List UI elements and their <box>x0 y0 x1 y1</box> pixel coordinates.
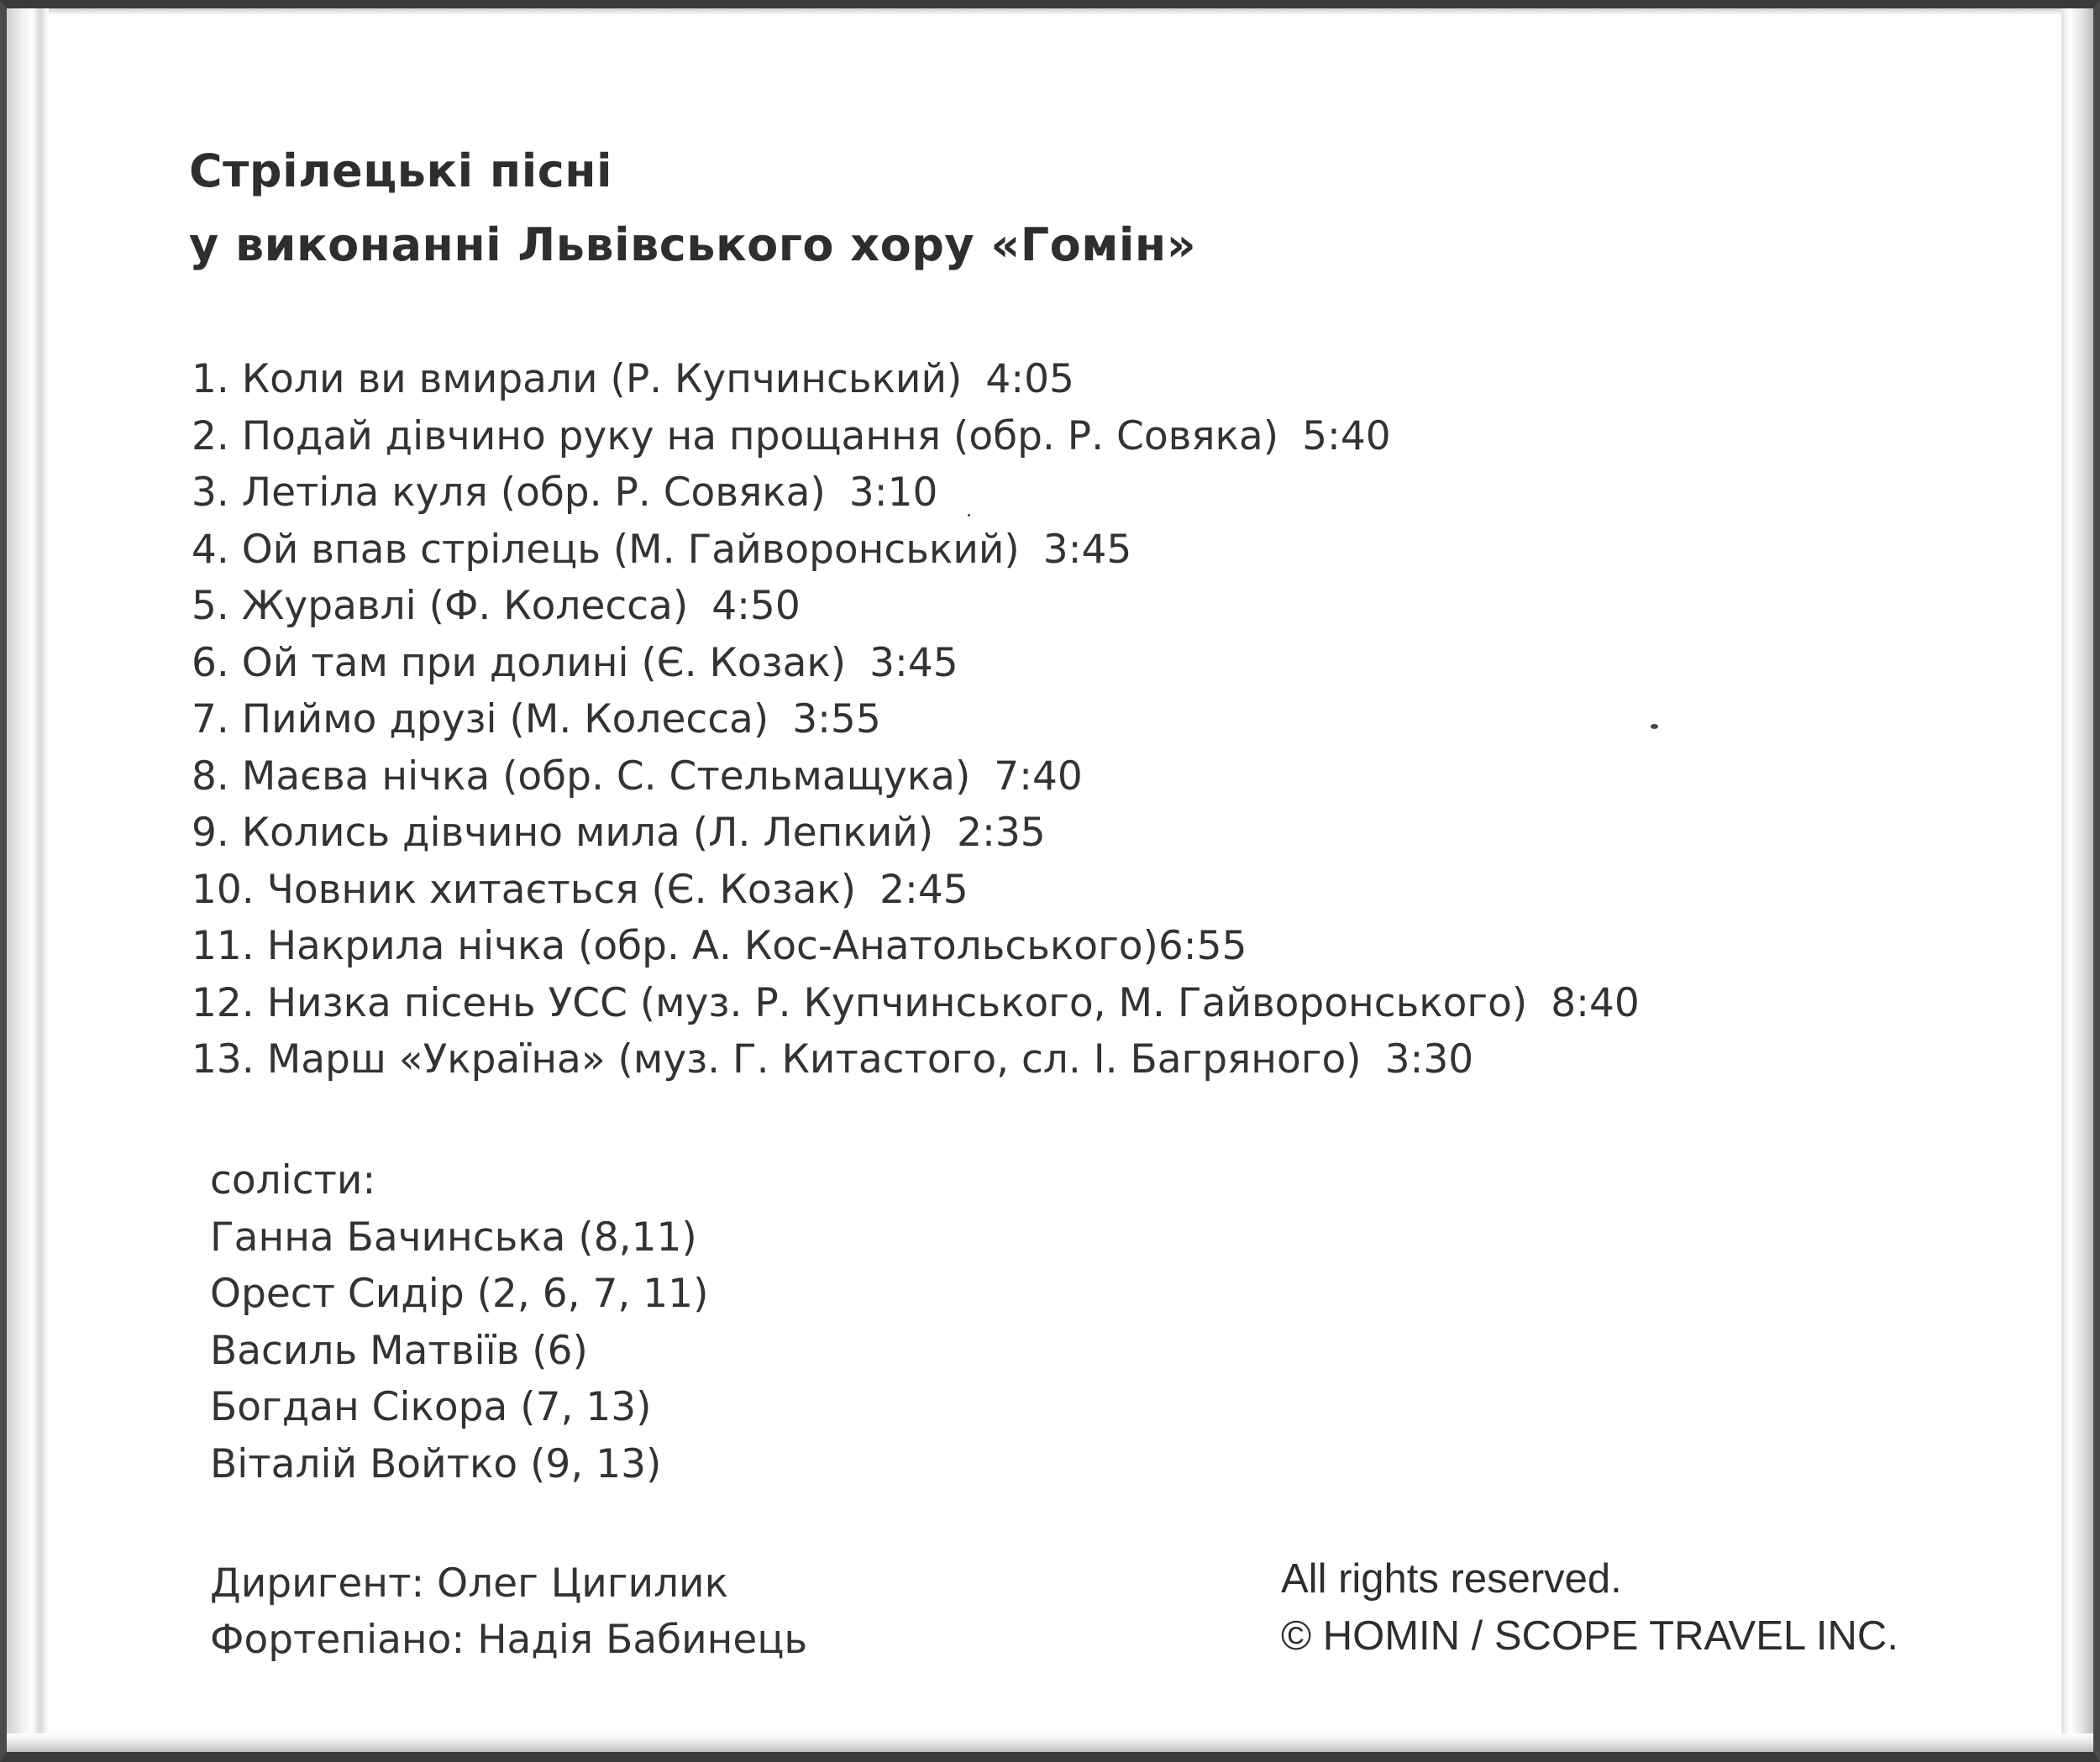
track-number: 10. <box>192 866 255 913</box>
track-time: 2:35 <box>957 810 1046 856</box>
track-number: 11. <box>192 923 255 969</box>
dust-speck <box>968 514 970 517</box>
track-number: 5. <box>192 583 229 629</box>
track-number: 6. <box>192 639 229 686</box>
track-name: Низка пісень УСС (муз. Р. Купчинського, М. Гайворонського) <box>266 979 1528 1026</box>
track-name: Марш «Україна» (муз. Г. Китастого, сл. І. Багряного) <box>266 1036 1362 1083</box>
track-item <box>192 464 1640 522</box>
track-list <box>192 351 1640 1088</box>
track-item <box>192 351 1640 408</box>
case-edge-bottom <box>7 1733 2093 1752</box>
conductor-credit: Диригент: Олег Цигилик <box>210 1560 728 1607</box>
track-name: Коли ви вмирали (Р. Купчинський) <box>241 356 963 402</box>
track-item <box>192 578 1640 635</box>
track-number: 2. <box>192 412 229 459</box>
track-name: Ой впав стрілець (М. Гайворонський) <box>241 526 1020 573</box>
track-time: 5:40 <box>1302 412 1391 459</box>
track-item <box>192 918 1640 975</box>
track-item <box>192 805 1640 862</box>
track-item <box>192 691 1640 748</box>
album-title-line-2: у виконанні Львівського хору «Гомін» <box>189 218 1197 271</box>
soloist-item: Орест Сидір (2, 6, 7, 11) <box>210 1271 709 1317</box>
credits-section <box>210 1555 807 1668</box>
track-item <box>192 635 1640 692</box>
track-item <box>192 1031 1640 1088</box>
case-edge-right <box>2061 8 2093 1752</box>
track-time: 2:45 <box>879 866 969 913</box>
track-time: 4:05 <box>985 356 1074 402</box>
track-name: Човник хитається (Є. Козак) <box>266 866 857 913</box>
dust-speck <box>1651 724 1658 729</box>
track-number: 4. <box>192 526 229 573</box>
track-number: 7. <box>192 696 229 742</box>
track-name: Накрила нічка (обр. А. Кос-Анатольського) <box>266 923 1158 969</box>
copyright-line: © HOMIN / SCOPE TRAVEL INC. <box>1281 1613 1898 1659</box>
track-name: Летіла куля (обр. Р. Совяка) <box>241 469 826 516</box>
track-time: 7:40 <box>994 753 1083 800</box>
track-time: 4:50 <box>711 583 801 629</box>
track-number: 9. <box>192 810 229 856</box>
soloist-item: Богдан Сікора (7, 13) <box>210 1384 652 1430</box>
case-edge-left <box>7 8 49 1752</box>
soloists-section <box>210 1152 708 1492</box>
track-name: Пиймо друзі (М. Колесса) <box>241 696 769 742</box>
track-name: Журавлі (Ф. Колесса) <box>241 583 689 629</box>
track-time: 3:30 <box>1384 1036 1474 1083</box>
track-number: 1. <box>192 356 229 402</box>
track-item <box>192 975 1640 1032</box>
track-item <box>192 408 1640 465</box>
case-edge-top <box>7 8 2093 15</box>
track-number: 13. <box>192 1036 255 1083</box>
track-name: Маєва нічка (обр. С. Стельмащука) <box>241 753 971 800</box>
track-number: 12. <box>192 979 255 1026</box>
piano-credit: Фортепіано: Надія Бабинець <box>210 1617 808 1663</box>
album-title <box>189 134 1196 282</box>
track-time: 3:55 <box>792 696 881 742</box>
track-item <box>192 748 1640 805</box>
track-time: 8:40 <box>1551 979 1640 1026</box>
track-time: 3:10 <box>848 469 938 516</box>
rights-notice <box>1281 1550 1898 1665</box>
track-time: 6:55 <box>1158 923 1247 969</box>
track-item <box>192 862 1640 919</box>
track-name: Подай дівчино руку на прощання (обр. Р. Совяка) <box>241 412 1279 459</box>
album-title-line-1: Стрілецькі пісні <box>189 144 613 197</box>
track-item <box>192 522 1640 579</box>
track-name: Колись дівчино мила (Л. Лепкий) <box>241 810 934 856</box>
track-number: 3. <box>192 469 229 516</box>
track-number: 8. <box>192 753 229 800</box>
soloists-heading: солісти: <box>210 1157 376 1204</box>
soloist-item: Віталій Войтко (9, 13) <box>210 1440 662 1487</box>
track-time: 3:45 <box>869 639 958 686</box>
soloist-item: Ганна Бачинська (8,11) <box>210 1214 697 1261</box>
rights-line-1: All rights reserved. <box>1281 1556 1622 1602</box>
track-time: 3:45 <box>1042 526 1132 573</box>
soloist-item: Василь Матвіїв (6) <box>210 1327 588 1374</box>
track-name: Ой там при долині (Є. Козак) <box>241 639 847 686</box>
